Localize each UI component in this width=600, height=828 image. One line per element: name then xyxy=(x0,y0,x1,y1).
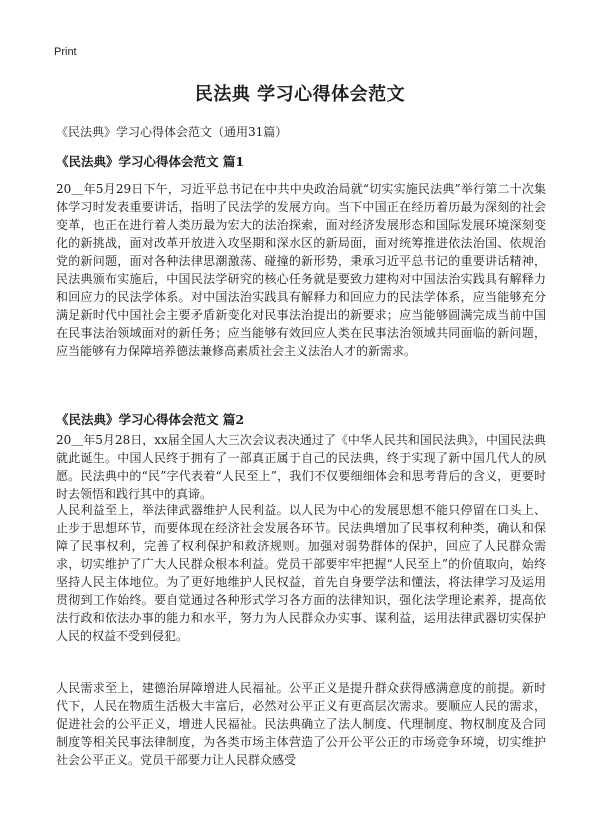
print-link[interactable]: Print xyxy=(54,46,77,58)
section-heading-1: 《民法典》学习心得体会范文 篇1 xyxy=(56,154,245,169)
section-2-paragraph-1: 20＿年5月28日，xx届全国人大三次会议表决通过了《中华人民共和国民法典》，中国民法典就此诞生。中国人民终于拥有了一部真正属于自己的民法典，终于实现了新中国几代人的夙愿。民法典中的“民”字代表着“人民至上”，我们不仅要细细体会和思考背后的含义，更要时时去领悟和践行其中的真谛。 xyxy=(56,433,546,501)
section-2-paragraph-2: 人民利益至上，举法律武器维护人民利益。以人民为中心的发展思想不能只停留在口头上、止步于思想环节，而要体现在经济社会发展各环节。民法典增加了民事权利种类，确认和保障了民事权利，完善了权利保护和救济规则。加强对弱势群体的保护，回应了人民群众需求，切实维护了广大人民群众根本利益。党员干部要牢牢把握“人民至上”的价值取向，始终坚持人民主体地位。为了更好地维护人民权益，首先自身要学法和懂法，将法律学习及运用贯彻到工作始终。要自觉通过各种形式学习各方面的法律知识，强化法学理论素养，提高依法行政和依法办事的能力和水平，努力为人民群众办实事、谋利益，运用法律武器切实保护人民的权益不受到侵犯。 xyxy=(56,503,546,643)
section-2-paragraph-3: 人民需求至上，建德治屏障增进人民福祉。公平正义是提升群众获得感满意度的前提。新时代下，人民在物质生活极大丰富后，必然对公平正义有更高层次需求。要顺应人民的需求，促进社会的公平正义，增进人民福祉。民法典确立了法人制度、代理制度、物权制度及合同制度等相关民事法律制度，为各类市场主体营造了公开公平公正的市场竞争环境，切实维护社会公平正义。党员干部要力让人民群众感受 xyxy=(56,681,546,767)
section-1-paragraph-1: 20＿年5月29日下午，习近平总书记在中共中央政治局就“切实实施民法典”举行第二十次集体学习时发表重要讲话，指明了民法学的发展方向。当下中国正在经历着历最为深刻的社会变革，也正在进行着人类历最为宏大的法治探索，面对经济发展形态和国际发展环境深刻变化的新挑战，面对改革开放进入攻坚期和深水区的新局面，面对统筹推进依法治国、依规治党的新问题，面对各种法律思潮激荡、碰撞的新形势，秉承习近平总书记的重要讲话精神，民法典颁布实施后，中国民法学研究的核心任务就是要致力建构对中国法治实践具有解释力和回应力的民法学体系。对中国法治实践具有解释力和回应力的民法学体系，应当能够充分满足新时代中国社会主要矛盾新变化对民事法治提出的新要求；应当能够圆满完成当前中国在民事法治领域面对的新任务；应当能够有效回应人类在民事法治领域共同面临的新问题，应当能够有力保障培养德法兼修高素质社会主义法治人才的新需求。 xyxy=(56,182,546,358)
section-heading-2: 《民法典》学习心得体会范文 篇2 xyxy=(56,412,245,427)
page-title: 民法典 学习心得体会范文 xyxy=(194,84,406,105)
document-subtitle: 《民法典》学习心得体会范文（通用31篇） xyxy=(56,125,288,139)
